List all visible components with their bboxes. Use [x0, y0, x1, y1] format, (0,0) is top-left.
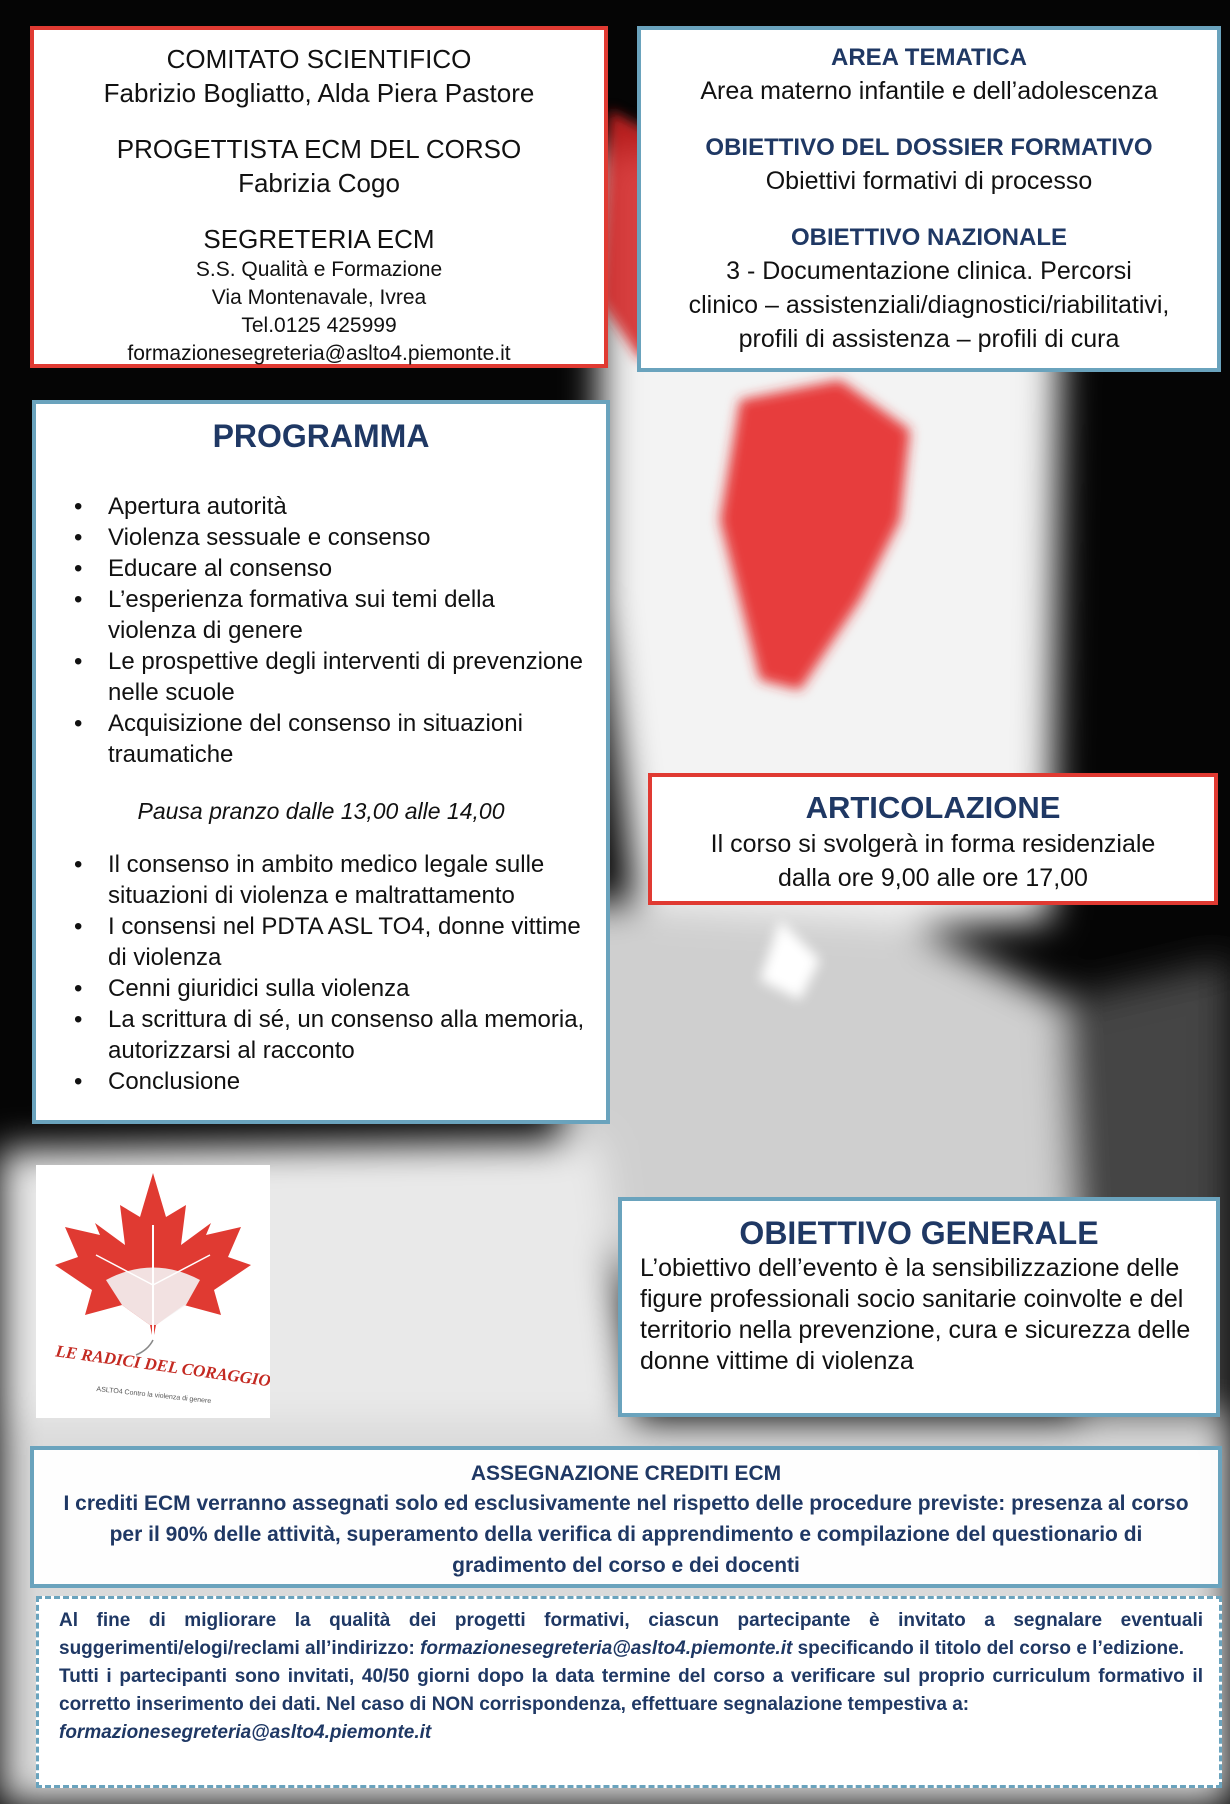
- footer-text: specificando il titolo del corso e l’edizione.: [792, 1638, 1185, 1659]
- nazionale-line: profili di assistenza – profili di cura: [738, 325, 1120, 353]
- list-item: • Conclusione: [108, 1066, 586, 1097]
- crediti-line: gradimento del corso e dei docenti: [452, 1554, 800, 1577]
- segreteria-heading: SEGRETERIA ECM: [203, 224, 435, 254]
- footer-text: Al fine di migliorare la qualità dei progetti formativi, ciascun partecipante è invitato a segnalare eventuali suggerimenti/elogi/reclami all’indirizzo:: [59, 1610, 1203, 1659]
- articolazione-line: Il corso si svolgerà in forma residenziale: [710, 830, 1156, 858]
- pausa-pranzo: Pausa pranzo dalle 13,00 alle 14,00: [137, 798, 505, 824]
- footer-email-link[interactable]: formazionesegreteria@aslto4.piemonte.it: [59, 1722, 432, 1743]
- list-item: • Violenza sessuale e consenso: [108, 522, 586, 553]
- nazionale-line: 3 - Documentazione clinica. Percorsi: [726, 257, 1132, 285]
- programma-afternoon-list: [56, 849, 586, 1097]
- footer-text: Tutti i partecipanti sono invitati, 40/50 giorni dopo la data termine del corso a verificare sul proprio curriculum formativo il corretto inserimento dei dati. Nel caso di NON corrispondenza, effettuare segnalazione tempestiva a:: [59, 1666, 1203, 1715]
- list-item: • Acquisizione del consenso in situazioni traumatiche: [108, 708, 586, 770]
- area-tematica-box: [637, 26, 1221, 372]
- programma-title: PROGRAMMA: [212, 418, 430, 454]
- articolazione-box: [648, 773, 1218, 905]
- comitato-members: Fabrizio Bogliatto, Alda Piera Pastore: [103, 78, 535, 108]
- list-item: • L’esperienza formativa sui temi della violenza di genere: [108, 584, 586, 646]
- footer-email-link[interactable]: formazionesegreteria@aslto4.piemonte.it: [420, 1638, 793, 1659]
- area-value: Area materno infantile e dell’adolescenza: [700, 77, 1158, 105]
- dossier-heading: OBIETTIVO DEL DOSSIER FORMATIVO: [705, 134, 1153, 161]
- comitato-heading: COMITATO SCIENTIFICO: [166, 44, 472, 74]
- maple-leaf-icon: [36, 1165, 270, 1418]
- list-item: • Le prospettive degli interventi di prevenzione nelle scuole: [108, 646, 586, 708]
- logo-text: LE RADICI DEL CORAGGIO: [54, 1341, 270, 1391]
- list-item: • Cenni giuridici sulla violenza: [108, 973, 586, 1004]
- nazionale-heading: OBIETTIVO NAZIONALE: [791, 224, 1067, 251]
- logo-subtext: ASLTO4 Contro la violenza di genere: [96, 1386, 212, 1406]
- segreteria-email[interactable]: formazionesegreteria@aslto4.piemonte.it: [127, 342, 511, 365]
- list-item: • Apertura autorità: [108, 491, 586, 522]
- comitato-box: [30, 26, 608, 368]
- obiettivo-generale-title: OBIETTIVO GENERALE: [739, 1215, 1099, 1251]
- segreteria-line: Via Montenavale, Ivrea: [211, 286, 427, 309]
- programma-morning-list: [56, 491, 586, 770]
- footer-notice: [36, 1596, 1222, 1788]
- footer-paragraph-1: [59, 1607, 1203, 1663]
- segreteria-phone: Tel.0125 425999: [241, 314, 397, 337]
- crediti-title: ASSEGNAZIONE CREDITI ECM: [470, 1462, 782, 1485]
- segreteria-line: S.S. Qualità e Formazione: [195, 258, 443, 281]
- list-item: • Il consenso in ambito medico legale sulle situazioni di violenza e maltrattamento: [108, 849, 586, 911]
- footer-paragraph-2: [59, 1663, 1203, 1719]
- list-item: • Educare al consenso: [108, 553, 586, 584]
- obiettivo-generale-text: L’obiettivo dell’evento è la sensibilizzazione delle figure professionali socio sanitarie coinvolte e del territorio nella prevenzione, cura e sicurezza delle donne vittime di violenza: [640, 1254, 1191, 1375]
- area-heading: AREA TEMATICA: [831, 44, 1027, 71]
- obiettivo-generale-box: [618, 1197, 1220, 1417]
- crediti-line: I crediti ECM verranno assegnati solo ed esclusivamente nel rispetto delle procedure previste: presenza al corso: [63, 1492, 1189, 1515]
- dossier-value: Obiettivi formativi di processo: [765, 167, 1093, 195]
- programma-box: [32, 400, 610, 1124]
- progettista-name: Fabrizia Cogo: [238, 168, 400, 198]
- articolazione-line: dalla ore 9,00 alle ore 17,00: [778, 864, 1088, 892]
- logo: [36, 1165, 270, 1418]
- list-item: • I consensi nel PDTA ASL TO4, donne vittime di violenza: [108, 911, 586, 973]
- articolazione-title: ARTICOLAZIONE: [805, 790, 1061, 825]
- nazionale-line: clinico – assistenziali/diagnostici/riabilitativi,: [688, 291, 1170, 319]
- list-item: • La scrittura di sé, un consenso alla memoria, autorizzarsi al racconto: [108, 1004, 586, 1066]
- progettista-heading: PROGETTISTA ECM DEL CORSO: [116, 134, 522, 164]
- crediti-box: [30, 1446, 1222, 1588]
- crediti-line: per il 90% delle attività, superamento della verifica di apprendimento e compilazione del questionario di: [109, 1523, 1143, 1546]
